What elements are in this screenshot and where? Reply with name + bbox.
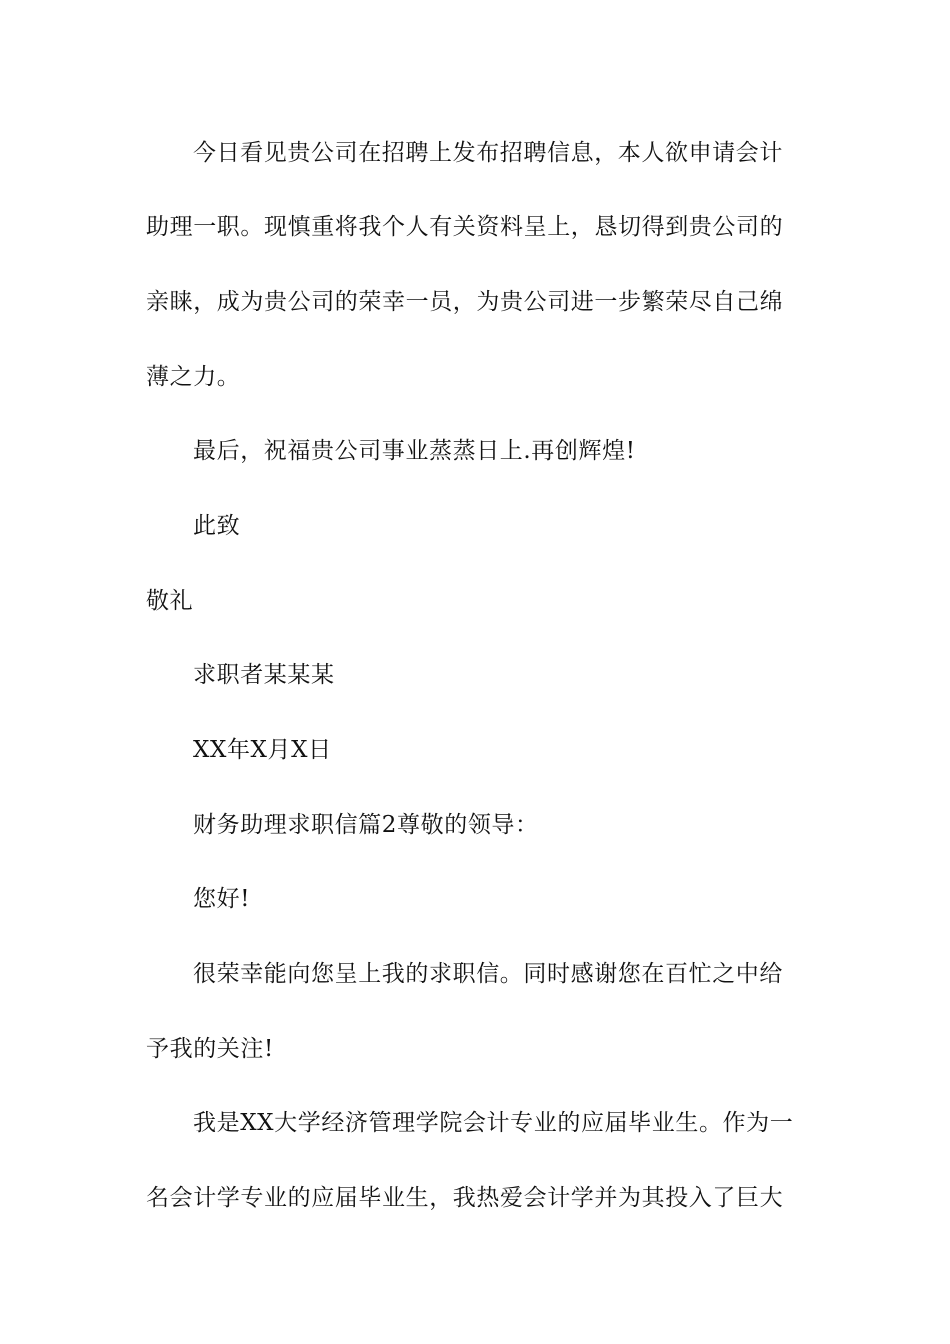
section-heading: 财务助理求职信篇2尊敬的领导：	[193, 812, 539, 838]
paragraph-2-line-1: 很荣幸能向您呈上我的求职信。同时感谢您在百忙之中给	[193, 961, 783, 987]
greeting: 您好!	[193, 886, 251, 912]
paragraph-3-line-1: 我是XX大学经济管理学院会计专业的应届毕业生。作为一	[193, 1110, 794, 1136]
signature-date: XX年X月X日	[193, 737, 332, 763]
paragraph-3-line-2: 名会计学专业的应届毕业生，我热爱会计学并为其投入了巨大	[146, 1185, 784, 1211]
salutation-ci-zhi: 此致	[193, 513, 241, 539]
signature-name: 求职者某某某	[193, 662, 335, 688]
paragraph-1-line-1: 今日看见贵公司在招聘上发布招聘信息，本人欲申请会计	[193, 140, 783, 166]
paragraph-1-line-3: 亲睐，成为贵公司的荣幸一员，为贵公司进一步繁荣尽自己绵	[146, 289, 784, 315]
paragraph-1-line-2: 助理一职。现慎重将我个人有关资料呈上，恳切得到贵公司的	[146, 214, 784, 240]
paragraph-1-line-4: 薄之力。	[146, 364, 241, 390]
salutation-jing-li: 敬礼	[146, 588, 194, 614]
closing-wish: 最后，祝福贵公司事业蒸蒸日上.再创辉煌!	[193, 438, 636, 464]
paragraph-2-line-2: 予我的关注!	[146, 1036, 274, 1062]
